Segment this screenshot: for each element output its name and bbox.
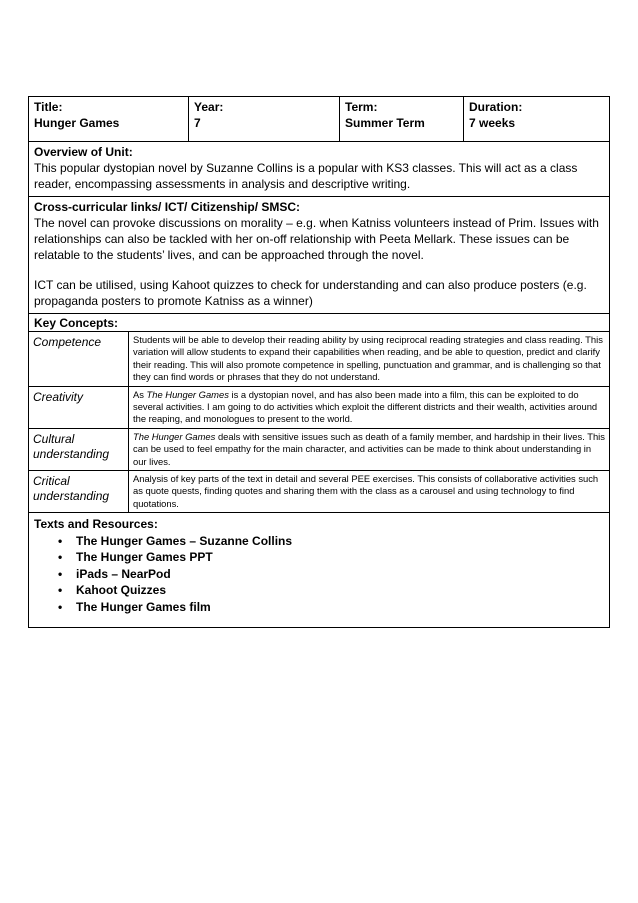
key-concept-row-competence	[29, 331, 609, 386]
resources-heading: Texts and Resources:	[34, 517, 158, 532]
bullet-icon: •	[58, 583, 63, 598]
list-item: • iPads – NearPod	[58, 566, 171, 581]
overview-heading: Overview of Unit:	[34, 145, 133, 159]
key-concept-label: Competence	[29, 332, 129, 386]
key-concept-row-cultural	[29, 428, 609, 470]
overview-section	[29, 141, 609, 196]
key-concepts-section	[29, 313, 609, 512]
key-concept-text: Students will be able to develop their reading ability by using reciprocal reading strategies and class reading. This variation will allow students to expand their capabilities when reading, and be able to question, predict and clarify their reading. This will also promote competence in spelling, punctuation and grammar, and is challenging so that they can find words or phrases that they do not understand.	[133, 334, 603, 383]
key-concept-label: Critical understanding	[29, 471, 129, 512]
title-value: Hunger Games	[34, 116, 120, 130]
term-cell	[339, 97, 463, 141]
bullet-icon: •	[58, 599, 63, 614]
overview-text: This popular dystopian novel by Suzanne Collins is a popular with KS3 classes. This will act as a class reader, encompassing assessments in analysis and descriptive writing.	[34, 161, 578, 191]
year-label: Year:	[194, 100, 224, 114]
duration-cell	[463, 97, 609, 141]
key-concept-label: Creativity	[29, 387, 129, 428]
resources-section	[29, 512, 609, 627]
duration-label: Duration:	[469, 100, 523, 114]
cross-curricular-heading: Cross-curricular links/ ICT/ Citizenship/ SMSC:	[34, 200, 301, 214]
key-concept-text: The Hunger Games deals with sensitive issues such as death of a family member, and hardship in their lives. This can be used to feel empathy for the main character, and activities can be made to think about understanding in our lives.	[133, 430, 605, 467]
duration-value: 7 weeks	[469, 116, 516, 130]
key-concept-text: As The Hunger Games is a dystopian novel, and has also been made into a film, this can be exploited to do several activities. I am going to do activities which exploit the different districts and their wealth, activities around the reaping, and monologues to present to the world.	[133, 388, 598, 425]
cross-curricular-para-1: The novel can provoke discussions on morality – e.g. when Katniss volunteers instead of Prim. Issues with relationships can also be tackled with her on-off relationship with Peeta Mellark. These issues can be relatable to the students’ lives, and can be approached through the novel.	[34, 216, 599, 262]
list-item: • The Hunger Games – Suzanne Collins	[58, 533, 293, 548]
header-row	[29, 97, 609, 141]
list-item: • Kahoot Quizzes	[58, 583, 167, 598]
list-item: • The Hunger Games film	[58, 599, 211, 614]
bullet-icon: •	[58, 566, 63, 581]
title-label: Title:	[34, 100, 63, 114]
term-label: Term:	[345, 100, 378, 114]
bullet-icon: •	[58, 533, 63, 548]
key-concept-text: Analysis of key parts of the text in detail and several PEE exercises. This consists of collaborative activities such as quote quests, finding quotes and sharing them with the class as a carousel and using technology to find quotations.	[133, 473, 599, 509]
cross-curricular-section	[29, 196, 609, 313]
year-cell	[188, 97, 339, 141]
key-concepts-heading: Key Concepts:	[34, 316, 119, 330]
key-concept-row-critical	[29, 470, 609, 512]
list-item: • The Hunger Games PPT	[58, 550, 213, 565]
title-cell	[29, 97, 188, 141]
year-value: 7	[194, 116, 201, 130]
resources-list	[34, 533, 604, 616]
cross-curricular-para-2: ICT can be utilised, using Kahoot quizzes to check for understanding and can also produce posters (e.g. propaganda posters to promote Katniss as a winner)	[34, 278, 587, 308]
key-concept-label: Cultural understanding	[29, 429, 129, 470]
term-value: Summer Term	[345, 116, 425, 130]
bullet-icon: •	[58, 550, 63, 565]
key-concept-row-creativity	[29, 386, 609, 428]
unit-plan-table	[28, 96, 610, 628]
